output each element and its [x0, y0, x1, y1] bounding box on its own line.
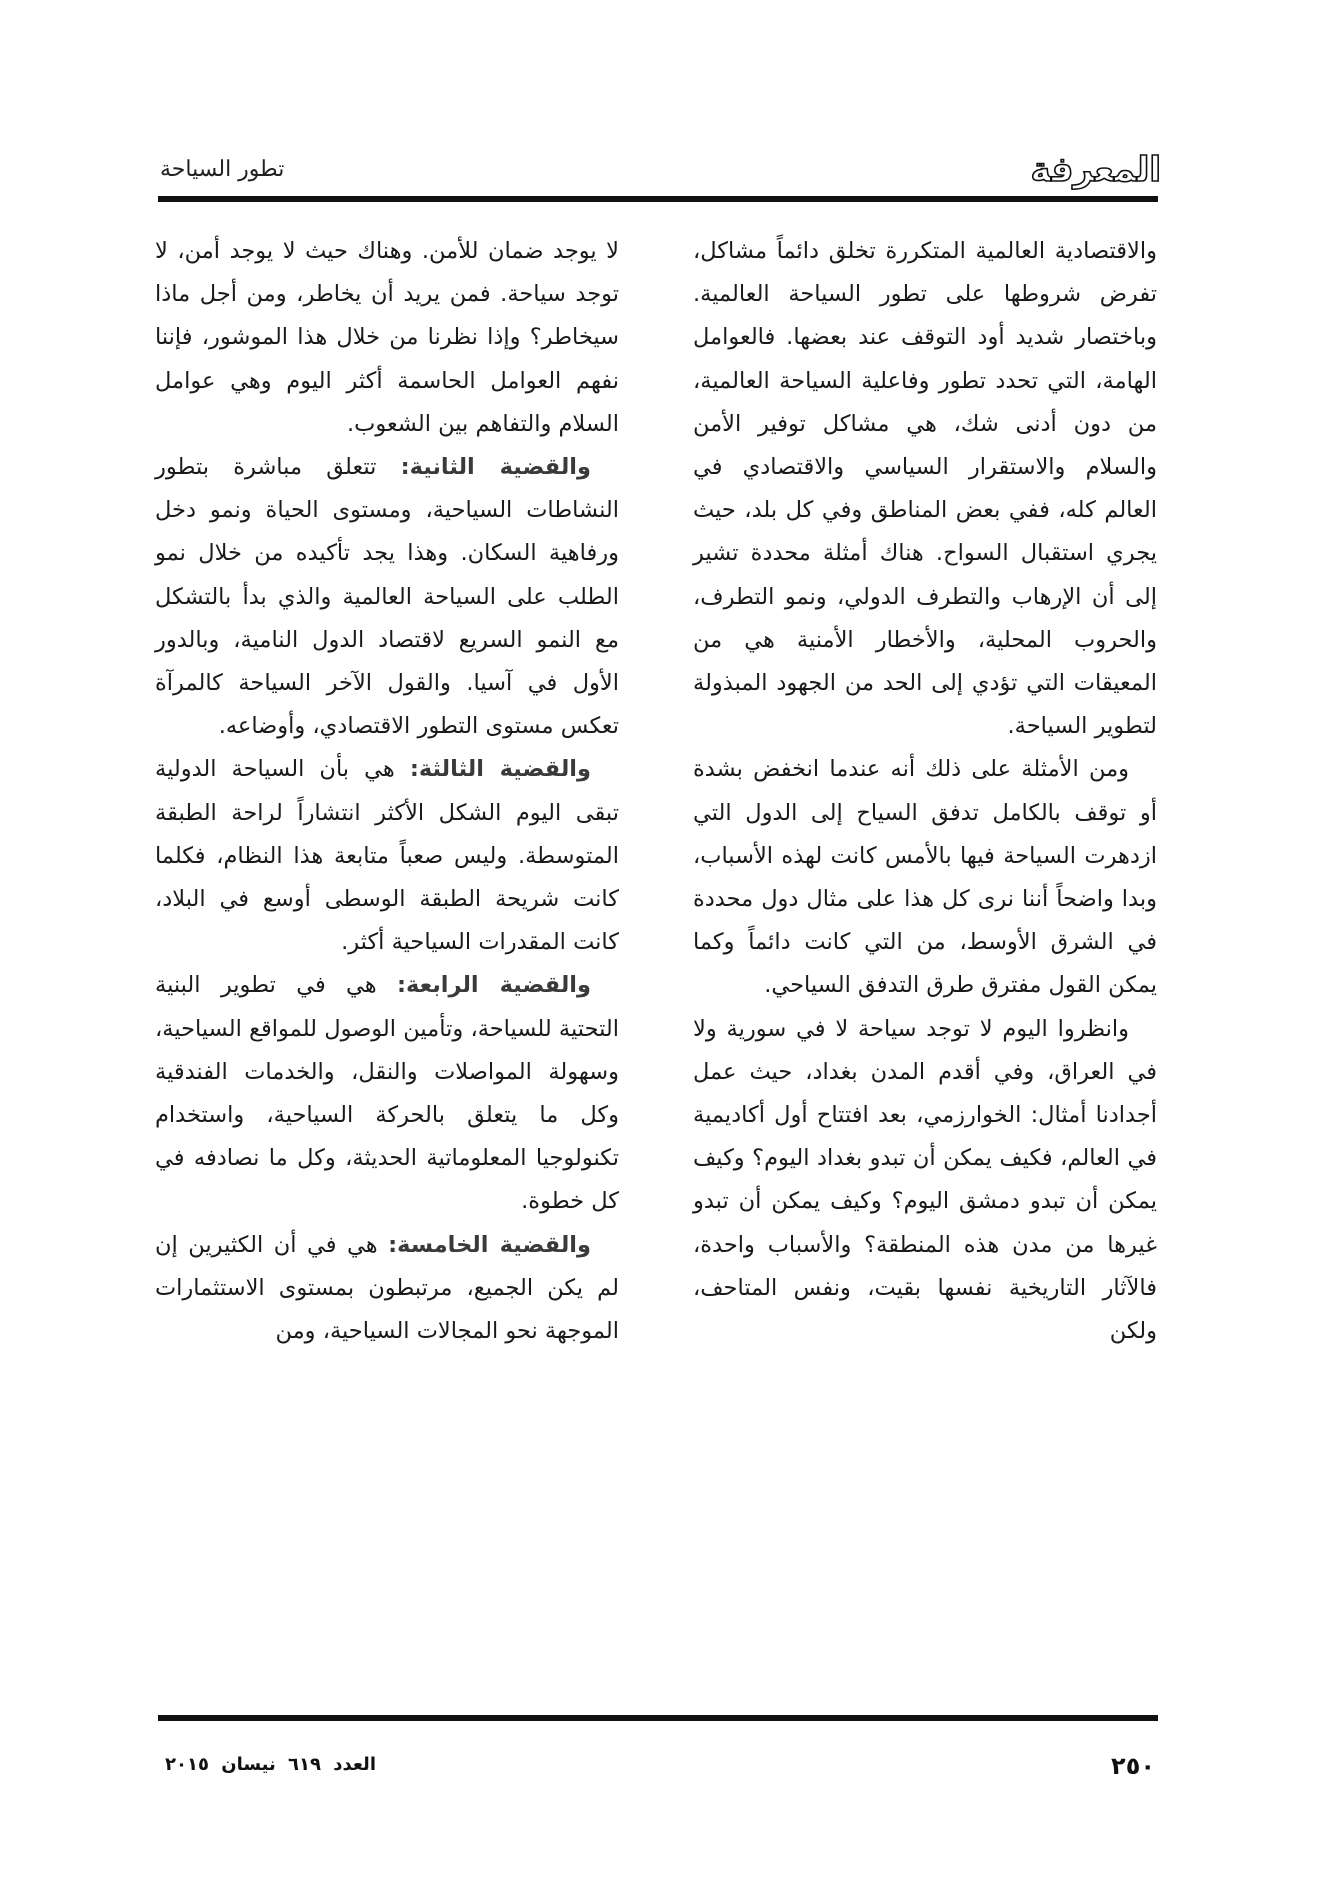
- paragraph-text: هي بأن السياحة الدولية تبقى اليوم الشكل الأكثر انتشاراً لراحة الطبقة المتوسطة. وليس صعباً متابعة هذا النظام، فكلما كانت شريحة الطبقة الوسطى أوسع في البلاد، كانت المقدرات السياحية أكثر.: [155, 756, 619, 956]
- issue-heading: والقضية الثالثة:: [409, 756, 592, 783]
- magazine-logo: المعرفة: [1030, 150, 1161, 190]
- paragraph: [155, 748, 619, 964]
- paragraph: لا يوجد ضمان للأمن. وهناك حيث لا يوجد أمن، لا توجد سياحة. فمن يريد أن يخاطر، ومن أجل ماذا سيخاطر؟ وإذا نظرنا من خلال هذا الموشور، فإننا نفهم العوامل الحاسمة أكثر اليوم وهي عوامل السلام والتفاهم بين الشعوب.: [155, 238, 619, 437]
- issue-info: العدد ٦١٩ نيسان ٢٠١٥: [165, 1754, 376, 1775]
- paragraph-text: تتعلق مباشرة بتطور النشاطات السياحية، ومستوى الحياة ونمو دخل ورفاهية السكان. وهذا يجد تأكيده من خلال نمو الطلب على السياحة العالمية والذي بدأ بالتشكل مع النمو السريع لاقتصاد الدول النامية، وبالدور الأول في آسيا. والقول الآخر السياحة كالمرآة تعكس مستوى التطور الاقتصادي، وأوضاعه.: [155, 454, 619, 740]
- issue-heading: والقضية الرابعة:: [396, 972, 591, 999]
- header-rule: [158, 196, 1158, 202]
- paragraph: والاقتصادية العالمية المتكررة تخلق دائماً مشاكل، تفرض شروطها على تطور السياحة العالمية. وباختصار شديد أود التوقف عند بعضها. فالعوامل الهامة، التي تحدد تطور وفاعلية السياحة العالمية، من دون أدنى شك، هي مشاكل توفير الأمن والسلام والاستقرار السياسي والاقتصادي في العالم كله، ففي بعض المناطق وفي كل بلد، حيث يجري استقبال السواح. هناك أمثلة محددة تشير إلى أن الإرهاب والتطرف الدولي، ونمو التطرف، والحروب المحلية، والأخطار الأمنية هي من المعيقات التي تؤدي إلى الحد من الجهود المبذولة لتطوير السياحة.: [693, 238, 1157, 740]
- footer-rule: [158, 1715, 1158, 1721]
- page-number: ٢٥٠: [1111, 1752, 1155, 1780]
- paragraph-text: هي في تطوير البنية التحتية للسياحة، وتأمين الوصول للمواقع السياحية، وسهولة المواصلات والنقل، والخدمات الفندقية وكل ما يتعلق بالحركة السياحية، واستخدام تكنولوجيا المعلوماتية الحديثة، وكل ما نصادفه في كل خطوة.: [155, 972, 619, 1215]
- issue-heading: والقضية الخامسة:: [388, 1231, 592, 1258]
- paragraph: [155, 446, 619, 748]
- paragraph: [155, 964, 619, 1223]
- running-title: تطور السياحة: [160, 157, 285, 182]
- paragraph-text: هي في أن الكثيرين إن لم يكن الجميع، مرتبطون بمستوى الاستثمارات الموجهة نحو المجالات السياحية، ومن: [155, 1231, 619, 1345]
- left-column: [155, 230, 619, 1353]
- paragraph: ومن الأمثلة على ذلك أنه عندما انخفض بشدة أو توقف بالكامل تدفق السياح إلى الدول التي ازدهرت السياحة فيها بالأمس كانت لهذه الأسباب، وبدا واضحاً أننا نرى كل هذا على مثال دول محددة في الشرق الأوسط، من التي كانت دائماً وكما يمكن القول مفترق طرق التدفق السياحي.: [693, 756, 1157, 999]
- paragraph: [155, 1224, 619, 1354]
- paragraph: وانظروا اليوم لا توجد سياحة لا في سورية ولا في العراق، وفي أقدم المدن بغداد، حيث عمل أجدادنا أمثال: الخوارزمي، بعد افتتاح أول أكاديمية في العالم، فكيف يمكن أن تبدو بغداد اليوم؟ وكيف يمكن أن تبدو دمشق اليوم؟ وكيف يمكن أن تبدو غيرها من مدن هذه المنطقة؟ والأسباب واحدة، فالآثار التاريخية نفسها بقيت، ونفس المتاحف، ولكن: [693, 1015, 1157, 1345]
- issue-heading: والقضية الثانية:: [400, 454, 592, 481]
- right-column: [693, 230, 1157, 1353]
